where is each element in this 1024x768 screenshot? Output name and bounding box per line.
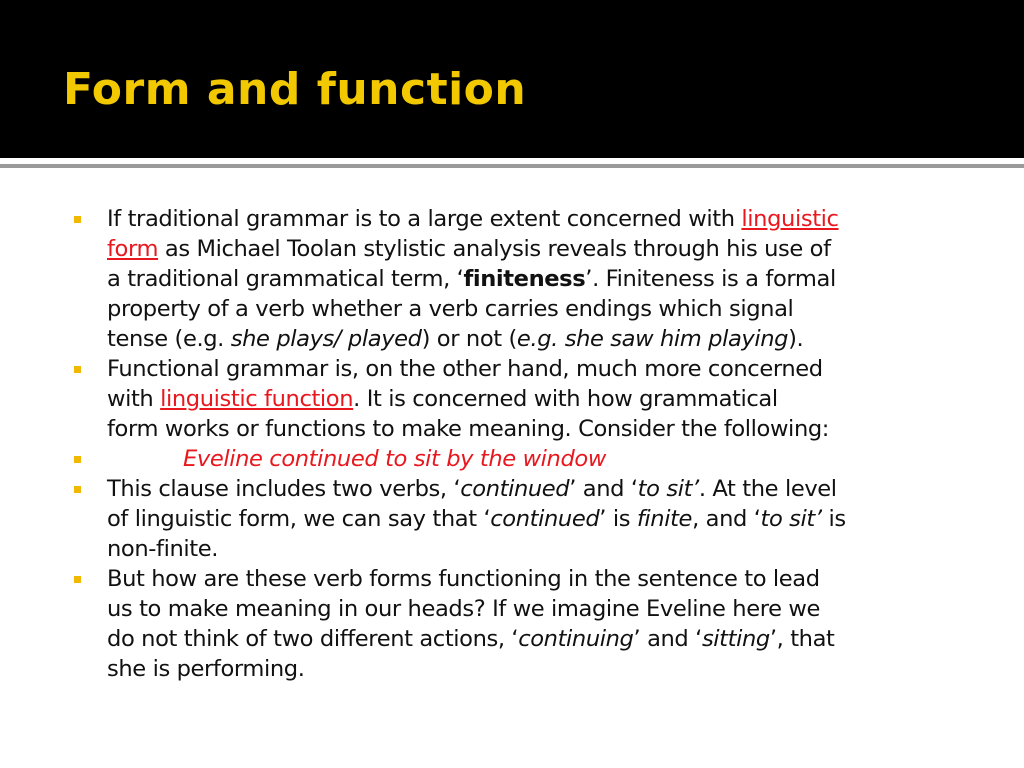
square-bullet-icon [74,366,81,373]
text-line: form works or functions to make meaning. Consider the following: [107,416,830,442]
text-line: Functional grammar is, on the other hand, much more concerned [107,356,823,382]
text-line: property of a verb whether a verb carries endings which signal [107,296,794,322]
square-bullet-icon [74,486,81,493]
bullet-clause-analysis [72,474,972,564]
example-sentence: Eveline continued to sit by the window [183,446,606,472]
text-line: non-finite. [107,536,218,562]
bullet-verb-functions [72,564,972,684]
text-line: form as Michael Toolan stylistic analysis reveals through his use of [107,236,831,262]
text-line: This clause includes two verbs, ‘continued’ and ‘to sit’. At the level [107,476,837,502]
linguistic-form-link[interactable]: linguistic [741,206,839,232]
slide-body [72,204,972,684]
slide-title: Form and function [63,64,527,115]
text-line [107,444,972,474]
text-line: us to make meaning in our heads? If we imagine Eveline here we [107,596,820,622]
bullet-example-sentence [72,444,972,474]
finiteness-term: finiteness [463,266,586,292]
text-line: But how are these verb forms functioning in the sentence to lead [107,566,820,592]
linguistic-form-link[interactable]: form [107,236,159,262]
text-line: of linguistic form, we can say that ‘continued’ is finite, and ‘to sit’ is [107,506,846,532]
text-line: tense (e.g. she plays/ played) or not (e.g. she saw him playing). [107,326,804,352]
bullet-list [72,204,972,684]
title-bar [0,0,1024,158]
bullet-functional-grammar [72,354,972,444]
text-line: a traditional grammatical term, ‘finiteness’. Finiteness is a formal [107,266,836,292]
text-line: she is performing. [107,656,305,682]
square-bullet-icon [74,216,81,223]
text-line: If traditional grammar is to a large extent concerned with linguistic [107,206,839,232]
linguistic-function-link[interactable]: linguistic function [160,386,354,412]
square-bullet-icon [74,456,81,463]
text-line: do not think of two different actions, ‘continuing’ and ‘sitting’, that [107,626,835,652]
bullet-traditional-grammar [72,204,972,354]
header-divider [0,164,1024,168]
text-line: with linguistic function. It is concerned with how grammatical [107,386,778,412]
square-bullet-icon [74,576,81,583]
